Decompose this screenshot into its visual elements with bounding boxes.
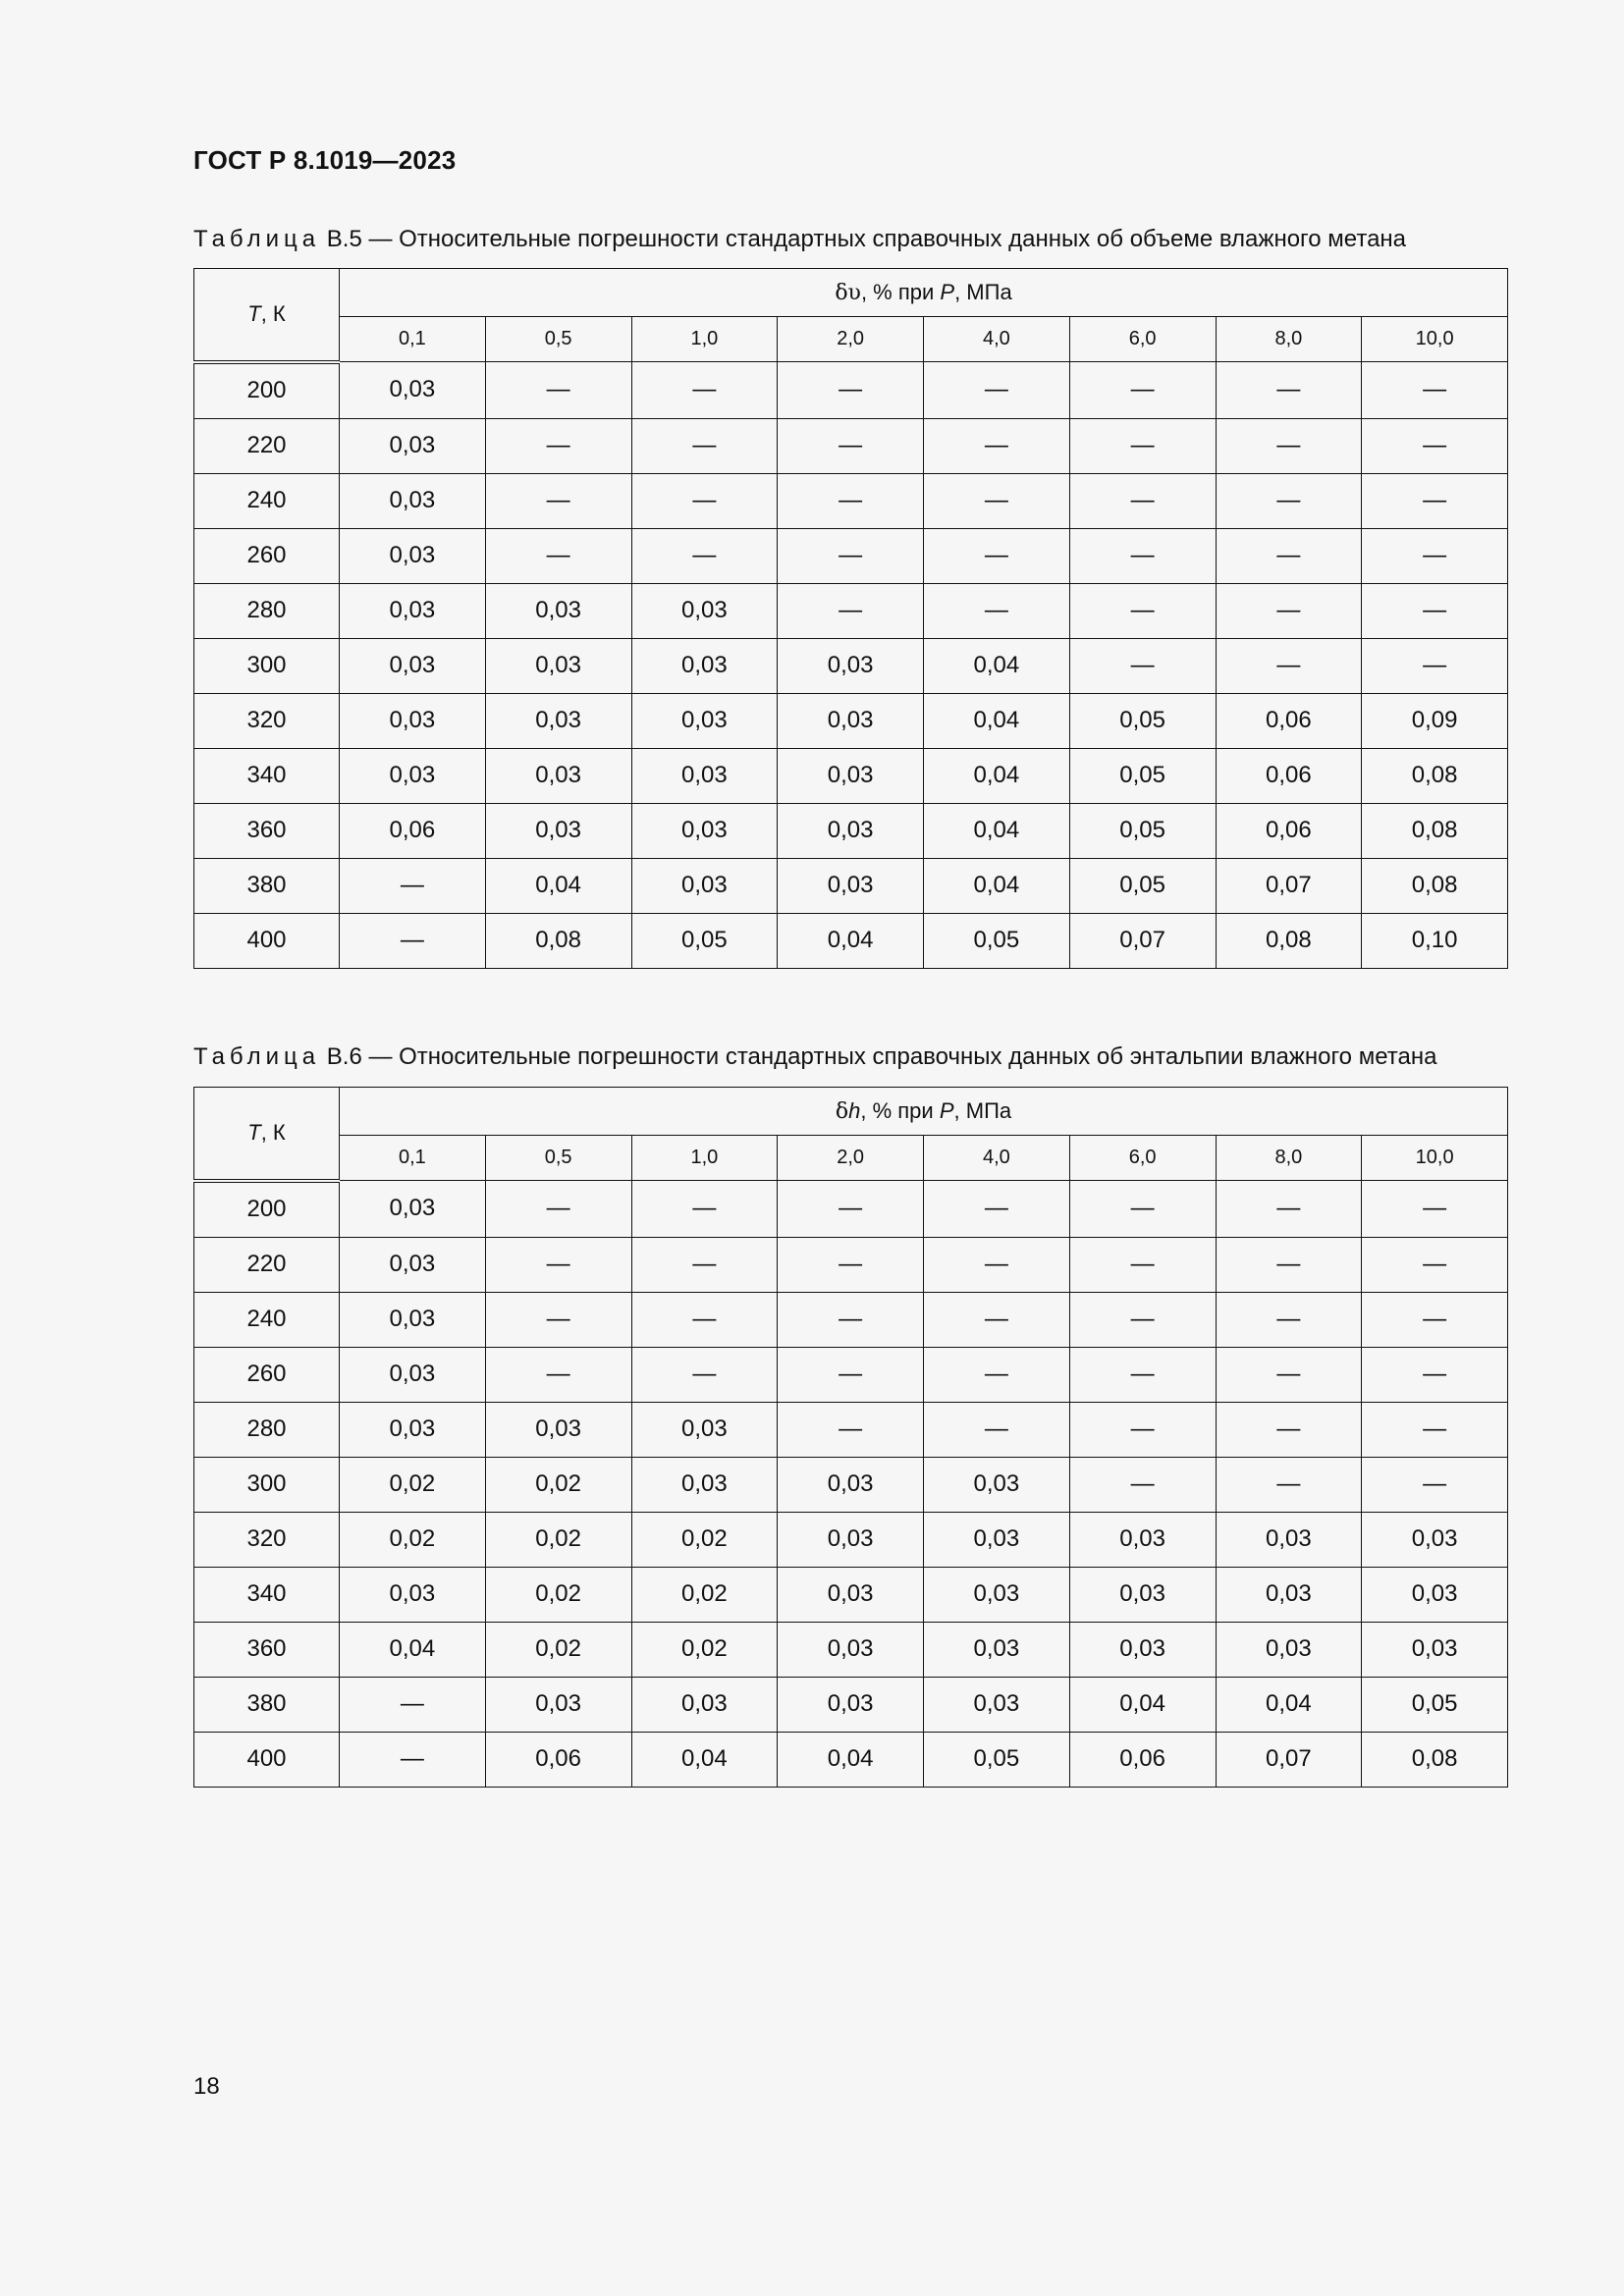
value-cell: — [340,1677,486,1732]
value-cell: 0,03 [778,1677,924,1732]
pressure-header: 10,0 [1362,1136,1508,1181]
value-cell: — [1069,1402,1216,1457]
table-row [194,1347,1508,1402]
value-cell: — [1216,1402,1362,1457]
value-cell: 0,03 [778,748,924,803]
table-row [194,583,1508,638]
value-cell: 0,03 [340,362,486,419]
temperature-cell: 320 [194,693,340,748]
value-cell: 0,03 [485,1677,631,1732]
value-cell: — [778,1402,924,1457]
value-cell: — [631,1237,778,1292]
value-cell: 0,03 [1069,1567,1216,1622]
value-cell: — [1216,1457,1362,1512]
value-cell: 0,04 [778,913,924,968]
value-cell: — [1069,418,1216,473]
value-cell: 0,07 [1216,858,1362,913]
value-cell: 0,03 [340,1181,486,1238]
value-cell: — [1362,1402,1508,1457]
table-row [194,1237,1508,1292]
pressure-header: 2,0 [778,1136,924,1181]
caption-text: В.6 — Относительные погрешности стандартных справочных данных об энтальпии влажного метана [320,1043,1437,1070]
value-cell: — [924,1181,1070,1238]
value-cell: — [1069,1457,1216,1512]
value-cell: 0,08 [1362,858,1508,913]
value-cell: 0,04 [924,693,1070,748]
value-cell: — [924,1347,1070,1402]
value-cell: — [631,1181,778,1238]
value-cell: 0,03 [631,1677,778,1732]
value-cell: 0,04 [924,748,1070,803]
value-cell: — [1216,1237,1362,1292]
pressure-header: 0,1 [340,1136,486,1181]
value-cell: — [1216,1181,1362,1238]
value-cell: — [631,528,778,583]
value-cell: 0,03 [631,693,778,748]
pressure-header: 2,0 [778,317,924,362]
temperature-cell: 280 [194,583,340,638]
page-number: 18 [193,2073,220,2100]
value-cell: — [1069,1347,1216,1402]
value-cell: 0,05 [924,1732,1070,1787]
table-row [194,913,1508,968]
value-cell: 0,03 [631,1402,778,1457]
pressure-header: 1,0 [631,1136,778,1181]
value-cell: 0,02 [485,1622,631,1677]
value-cell: 0,09 [1362,693,1508,748]
table-row [194,1732,1508,1787]
temperature-cell: 280 [194,1402,340,1457]
value-cell: 0,03 [1362,1567,1508,1622]
value-cell: — [340,913,486,968]
table-caption-b6 [193,1043,1436,1071]
value-cell: — [485,473,631,528]
value-cell: — [1362,528,1508,583]
value-cell: 0,03 [340,528,486,583]
value-cell: — [631,1292,778,1347]
value-cell: — [924,1402,1070,1457]
temperature-cell: 320 [194,1512,340,1567]
value-cell: 0,08 [1362,748,1508,803]
value-cell: — [1069,1181,1216,1238]
value-cell: 0,02 [631,1622,778,1677]
value-cell: 0,03 [485,803,631,858]
value-cell: — [778,1181,924,1238]
table-row [194,418,1508,473]
value-cell: 0,03 [1216,1567,1362,1622]
value-cell: — [631,1347,778,1402]
value-cell: 0,03 [340,1347,486,1402]
pressure-header: 4,0 [924,317,1070,362]
group-header: δh, % при P, МПа [340,1088,1508,1136]
pressure-header: 4,0 [924,1136,1070,1181]
value-cell: 0,05 [631,913,778,968]
table-caption-b5 [193,226,1406,253]
value-cell: 0,04 [485,858,631,913]
value-cell: 0,02 [340,1457,486,1512]
value-cell: 0,07 [1069,913,1216,968]
value-cell: 0,05 [1069,748,1216,803]
value-cell: 0,08 [485,913,631,968]
value-cell: — [778,528,924,583]
value-cell: 0,05 [1069,803,1216,858]
value-cell: — [1216,583,1362,638]
value-cell: — [1362,473,1508,528]
value-cell: 0,03 [340,1292,486,1347]
value-cell: — [1362,362,1508,419]
table-row [194,1622,1508,1677]
temperature-header: T, К [194,1088,340,1181]
value-cell: 0,03 [924,1677,1070,1732]
temperature-cell: 400 [194,1732,340,1787]
table-row [194,362,1508,419]
value-cell: — [1069,638,1216,693]
table-row [194,1512,1508,1567]
value-cell: — [340,858,486,913]
value-cell: 0,03 [778,803,924,858]
temperature-cell: 380 [194,858,340,913]
value-cell: 0,04 [1216,1677,1362,1732]
value-cell: 0,03 [1362,1622,1508,1677]
value-cell: 0,03 [340,748,486,803]
table-label: Таблица [193,226,321,252]
value-cell: 0,03 [1362,1512,1508,1567]
value-cell: 0,02 [485,1457,631,1512]
value-cell: — [1362,1292,1508,1347]
value-cell: — [924,473,1070,528]
value-cell: — [1069,1237,1216,1292]
value-cell: 0,03 [631,1457,778,1512]
value-cell: — [485,1292,631,1347]
pressure-header: 0,1 [340,317,486,362]
value-cell: 0,05 [924,913,1070,968]
value-cell: — [485,528,631,583]
value-cell: — [1362,418,1508,473]
value-cell: 0,06 [1216,748,1362,803]
value-cell: — [1216,1347,1362,1402]
table-row [194,1292,1508,1347]
value-cell: 0,03 [1216,1622,1362,1677]
value-cell: — [924,362,1070,419]
table-row [194,1181,1508,1238]
value-cell: 0,08 [1362,1732,1508,1787]
pressure-header: 8,0 [1216,317,1362,362]
pressure-header: 0,5 [485,317,631,362]
value-cell: 0,03 [631,748,778,803]
value-cell: 0,03 [778,638,924,693]
value-cell: — [778,583,924,638]
value-cell: 0,04 [631,1732,778,1787]
value-cell: 0,08 [1216,913,1362,968]
table-row [194,1457,1508,1512]
temperature-header: T, К [194,269,340,362]
value-cell: — [1362,1181,1508,1238]
value-cell: 0,03 [631,583,778,638]
value-cell: — [1216,528,1362,583]
value-cell: — [1216,1292,1362,1347]
table-row [194,1402,1508,1457]
value-cell: 0,03 [631,638,778,693]
table-b5-grid [193,268,1508,969]
value-cell: — [924,1237,1070,1292]
value-cell: 0,03 [340,1567,486,1622]
temperature-cell: 360 [194,803,340,858]
value-cell: 0,03 [924,1567,1070,1622]
value-cell: — [631,418,778,473]
value-cell: — [778,418,924,473]
value-cell: — [485,362,631,419]
temperature-cell: 360 [194,1622,340,1677]
pressure-header: 1,0 [631,317,778,362]
table-row [194,638,1508,693]
table-b6 [193,1087,1507,1788]
value-cell: — [778,473,924,528]
value-cell: — [778,1292,924,1347]
value-cell: 0,03 [778,1512,924,1567]
value-cell: — [778,1237,924,1292]
value-cell: 0,04 [340,1622,486,1677]
value-cell: 0,03 [485,1402,631,1457]
document-header: ГОСТ Р 8.1019—2023 [193,145,457,175]
pressure-header: 6,0 [1069,317,1216,362]
value-cell: 0,03 [340,473,486,528]
table-row [194,1677,1508,1732]
value-cell: — [1216,473,1362,528]
temperature-cell: 400 [194,913,340,968]
value-cell: — [924,1292,1070,1347]
value-cell: — [924,528,1070,583]
temperature-cell: 200 [194,1181,340,1238]
value-cell: 0,03 [340,638,486,693]
value-cell: 0,03 [778,1622,924,1677]
value-cell: 0,05 [1069,858,1216,913]
value-cell: — [485,1237,631,1292]
table-row [194,858,1508,913]
table-row [194,748,1508,803]
value-cell: — [1069,473,1216,528]
value-cell: 0,03 [340,1237,486,1292]
value-cell: 0,02 [631,1567,778,1622]
table-row [194,528,1508,583]
value-cell: 0,03 [1069,1622,1216,1677]
table-label: Таблица [193,1043,321,1070]
value-cell: — [924,583,1070,638]
value-cell: — [1362,638,1508,693]
value-cell: 0,03 [778,1457,924,1512]
value-cell: 0,03 [924,1512,1070,1567]
value-cell: 0,05 [1362,1677,1508,1732]
value-cell: 0,03 [485,583,631,638]
value-cell: 0,05 [1069,693,1216,748]
value-cell: — [485,1347,631,1402]
temperature-cell: 300 [194,638,340,693]
value-cell: 0,03 [631,803,778,858]
value-cell: 0,03 [485,638,631,693]
temperature-cell: 220 [194,418,340,473]
value-cell: — [1216,638,1362,693]
temperature-cell: 300 [194,1457,340,1512]
value-cell: — [1362,1237,1508,1292]
table-row [194,473,1508,528]
value-cell: 0,03 [340,1402,486,1457]
value-cell: 0,03 [778,693,924,748]
value-cell: — [1216,362,1362,419]
value-cell: — [924,418,1070,473]
temperature-cell: 200 [194,362,340,419]
value-cell: 0,02 [485,1512,631,1567]
value-cell: — [485,1181,631,1238]
value-cell: 0,02 [631,1512,778,1567]
temperature-cell: 240 [194,1292,340,1347]
value-cell: 0,03 [485,693,631,748]
value-cell: 0,03 [631,858,778,913]
temperature-cell: 260 [194,1347,340,1402]
value-cell: 0,07 [1216,1732,1362,1787]
value-cell: 0,02 [485,1567,631,1622]
value-cell: 0,03 [340,583,486,638]
value-cell: — [778,1347,924,1402]
value-cell: 0,06 [1069,1732,1216,1787]
value-cell: 0,03 [778,1567,924,1622]
value-cell: 0,06 [485,1732,631,1787]
value-cell: — [340,1732,486,1787]
caption-text: В.5 — Относительные погрешности стандартных справочных данных об объеме влажного метана [320,226,1407,252]
value-cell: — [631,473,778,528]
table-row [194,803,1508,858]
temperature-cell: 220 [194,1237,340,1292]
value-cell: — [1069,1292,1216,1347]
value-cell: — [1216,418,1362,473]
value-cell: 0,03 [340,693,486,748]
temperature-cell: 380 [194,1677,340,1732]
value-cell: 0,04 [924,803,1070,858]
value-cell: 0,03 [1216,1512,1362,1567]
pressure-header: 10,0 [1362,317,1508,362]
table-row [194,1567,1508,1622]
table-b5 [193,268,1507,969]
value-cell: 0,04 [778,1732,924,1787]
value-cell: 0,06 [1216,803,1362,858]
value-cell: 0,10 [1362,913,1508,968]
value-cell: 0,03 [340,418,486,473]
temperature-cell: 340 [194,748,340,803]
temperature-cell: 340 [194,1567,340,1622]
value-cell: — [1362,1457,1508,1512]
value-cell: — [1362,583,1508,638]
value-cell: 0,06 [1216,693,1362,748]
value-cell: 0,03 [1069,1512,1216,1567]
value-cell: 0,03 [778,858,924,913]
table-row [194,693,1508,748]
value-cell: 0,04 [924,638,1070,693]
value-cell: 0,03 [485,748,631,803]
value-cell: 0,03 [924,1457,1070,1512]
pressure-header: 8,0 [1216,1136,1362,1181]
temperature-cell: 260 [194,528,340,583]
pressure-header: 6,0 [1069,1136,1216,1181]
value-cell: 0,06 [340,803,486,858]
value-cell: — [1069,583,1216,638]
value-cell: — [631,362,778,419]
value-cell: — [485,418,631,473]
table-b6-grid [193,1087,1508,1788]
temperature-cell: 240 [194,473,340,528]
value-cell: 0,03 [924,1622,1070,1677]
pressure-header: 0,5 [485,1136,631,1181]
value-cell: — [1069,362,1216,419]
value-cell: 0,08 [1362,803,1508,858]
value-cell: — [1362,1347,1508,1402]
group-header: δυ, % при P, МПа [340,269,1508,317]
value-cell: 0,02 [340,1512,486,1567]
value-cell: — [778,362,924,419]
value-cell: 0,04 [924,858,1070,913]
value-cell: — [1069,528,1216,583]
value-cell: 0,04 [1069,1677,1216,1732]
